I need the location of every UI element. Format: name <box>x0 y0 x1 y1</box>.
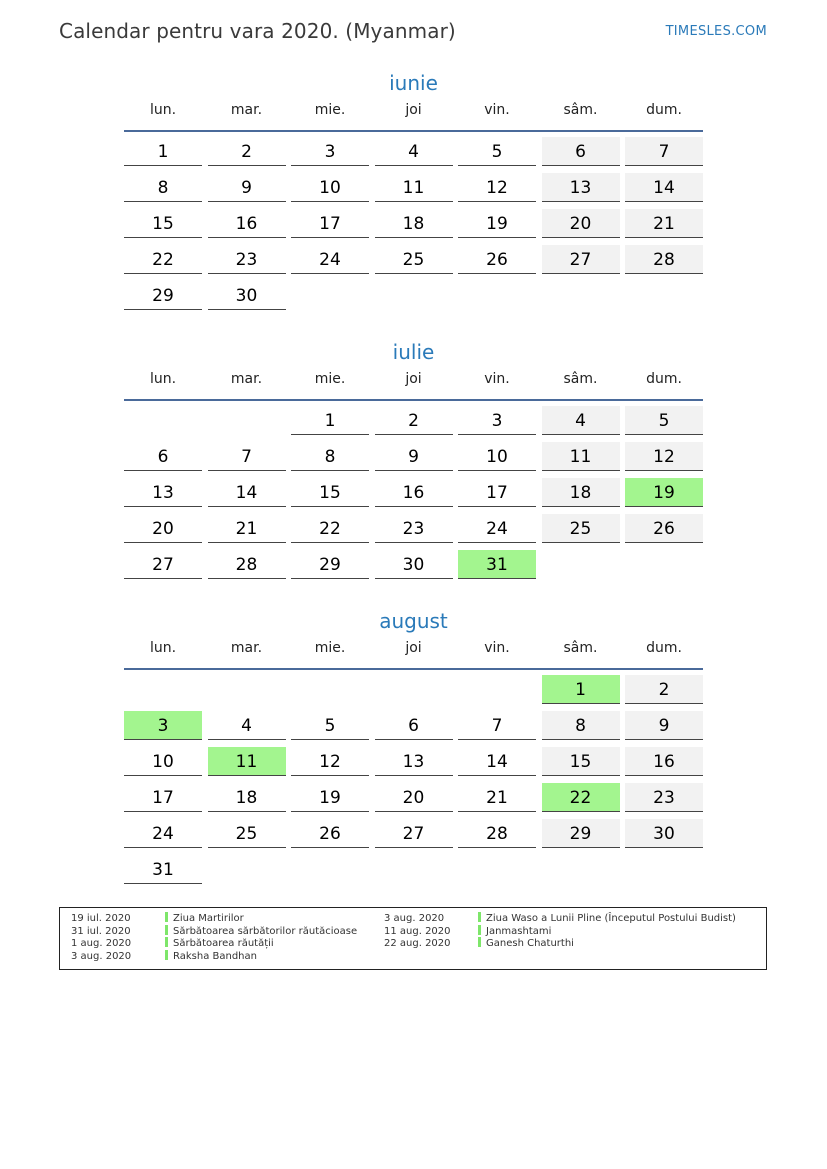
day-cell[interactable]: 23 <box>208 245 286 274</box>
weekday-label: mar. <box>230 371 263 387</box>
legend-date: 19 iul. 2020 <box>71 913 131 924</box>
day-cell[interactable]: 21 <box>625 209 703 238</box>
day-cell <box>291 855 369 884</box>
week-row <box>124 401 703 437</box>
weekday-header <box>124 640 703 668</box>
legend-date: 3 aug. 2020 <box>384 913 445 924</box>
weekday-header <box>124 102 703 130</box>
day-cell[interactable]: 25 <box>542 514 620 543</box>
day-cell <box>458 675 536 704</box>
day-cell[interactable]: 1 <box>291 406 369 435</box>
weekday-label: mar. <box>230 640 263 656</box>
day-cell[interactable]: 12 <box>625 442 703 471</box>
day-cell <box>124 406 202 435</box>
weekday-label: sâm. <box>563 640 598 656</box>
week-row <box>124 240 703 276</box>
day-cell[interactable]: 1 <box>542 675 620 704</box>
page-title: Calendar pentru vara 2020. (Myanmar) <box>59 19 456 43</box>
day-cell[interactable]: 28 <box>625 245 703 274</box>
day-cell[interactable]: 24 <box>124 819 202 848</box>
day-cell[interactable]: 19 <box>291 783 369 812</box>
day-cell[interactable]: 24 <box>458 514 536 543</box>
day-cell[interactable]: 10 <box>124 747 202 776</box>
day-cell[interactable]: 1 <box>124 137 202 166</box>
legend-item <box>373 913 736 926</box>
weekday-header <box>124 371 703 399</box>
day-cell[interactable]: 31 <box>458 550 536 579</box>
legend-date: 31 iul. 2020 <box>71 925 131 937</box>
day-cell[interactable]: 18 <box>208 783 286 812</box>
legend-item <box>60 913 357 926</box>
day-cell[interactable]: 29 <box>542 819 620 848</box>
day-cell[interactable]: 2 <box>208 137 286 166</box>
day-cell[interactable]: 3 <box>124 711 202 740</box>
day-cell[interactable]: 15 <box>542 747 620 776</box>
week-row <box>124 670 703 706</box>
day-cell[interactable]: 10 <box>458 442 536 471</box>
day-cell[interactable]: 24 <box>291 245 369 274</box>
week-row <box>124 276 703 312</box>
day-cell[interactable]: 12 <box>291 747 369 776</box>
day-cell[interactable]: 27 <box>542 245 620 274</box>
day-cell[interactable]: 5 <box>291 711 369 740</box>
day-cell[interactable]: 17 <box>458 478 536 507</box>
day-cell[interactable]: 8 <box>124 173 202 202</box>
day-cell[interactable]: 6 <box>542 137 620 166</box>
week-row <box>124 814 703 850</box>
weekday-label: joi <box>405 640 422 656</box>
day-cell[interactable]: 9 <box>208 173 286 202</box>
legend-holiday-name: Sărbătoarea sărbătorilor răutăcioase <box>173 925 358 937</box>
weekday-label: lun. <box>149 102 177 118</box>
day-cell[interactable]: 29 <box>291 550 369 579</box>
day-cell <box>458 855 536 884</box>
weekday-label: joi <box>405 371 422 387</box>
day-cell <box>625 550 703 579</box>
week-row <box>124 132 703 168</box>
day-cell <box>208 406 286 435</box>
day-cell[interactable]: 4 <box>208 711 286 740</box>
legend-date: 3 aug. 2020 <box>71 950 132 962</box>
day-cell <box>208 855 286 884</box>
legend-item <box>60 926 357 939</box>
day-cell[interactable]: 16 <box>208 209 286 238</box>
day-cell[interactable]: 5 <box>625 406 703 435</box>
holiday-legend <box>59 907 767 970</box>
legend-date: 22 aug. 2020 <box>384 938 451 950</box>
day-cell[interactable]: 4 <box>375 137 453 166</box>
day-cell[interactable]: 7 <box>625 137 703 166</box>
day-cell[interactable]: 15 <box>124 209 202 238</box>
day-cell[interactable]: 22 <box>291 514 369 543</box>
day-cell[interactable]: 29 <box>124 281 202 310</box>
day-cell[interactable]: 20 <box>375 783 453 812</box>
day-cell[interactable]: 28 <box>458 819 536 848</box>
day-cell[interactable]: 26 <box>625 514 703 543</box>
day-cell[interactable]: 15 <box>291 478 369 507</box>
holiday-marker-icon <box>165 937 168 947</box>
day-cell[interactable]: 14 <box>208 478 286 507</box>
day-cell[interactable]: 16 <box>625 747 703 776</box>
day-cell[interactable]: 2 <box>375 406 453 435</box>
legend-item <box>373 926 736 939</box>
day-cell[interactable]: 8 <box>291 442 369 471</box>
legend-column-right <box>373 913 736 951</box>
weekday-label: dum. <box>646 371 682 387</box>
legend-holiday-name: Ziua Waso a Lunii Pline (Începutul Postului Budist) <box>486 913 736 924</box>
week-row <box>124 509 703 545</box>
day-cell[interactable]: 14 <box>625 173 703 202</box>
weekday-label: vin. <box>484 640 510 656</box>
month-iulie <box>124 337 703 581</box>
day-cell[interactable]: 17 <box>291 209 369 238</box>
day-cell[interactable]: 23 <box>625 783 703 812</box>
day-cell[interactable]: 20 <box>542 209 620 238</box>
legend-holiday-name: Raksha Bandhan <box>173 950 257 962</box>
day-cell[interactable]: 7 <box>458 711 536 740</box>
day-cell[interactable]: 28 <box>208 550 286 579</box>
day-cell[interactable]: 12 <box>458 173 536 202</box>
day-cell[interactable]: 3 <box>291 137 369 166</box>
legend-column-left <box>60 913 357 963</box>
day-cell <box>625 281 703 310</box>
legend-holiday-name: Sărbătoarea răutății <box>173 938 274 950</box>
month-title: iunie <box>389 71 438 95</box>
week-row <box>124 204 703 240</box>
legend-date: 1 aug. 2020 <box>71 938 132 950</box>
day-cell[interactable]: 30 <box>375 550 453 579</box>
day-cell <box>375 855 453 884</box>
day-cell[interactable]: 9 <box>625 711 703 740</box>
day-cell[interactable]: 2 <box>625 675 703 704</box>
holiday-marker-icon <box>478 937 481 947</box>
day-cell[interactable]: 27 <box>124 550 202 579</box>
day-cell[interactable]: 6 <box>375 711 453 740</box>
legend-item <box>60 951 357 964</box>
weekday-label: dum. <box>646 102 682 118</box>
month-title: iulie <box>392 340 435 364</box>
week-row <box>124 473 703 509</box>
holiday-marker-icon <box>165 912 168 922</box>
day-cell[interactable]: 13 <box>124 478 202 507</box>
week-row <box>124 437 703 473</box>
holiday-marker-icon <box>165 925 168 935</box>
week-row <box>124 742 703 778</box>
day-cell[interactable]: 8 <box>542 711 620 740</box>
holiday-marker-icon <box>478 925 481 935</box>
weekday-label: mie. <box>314 102 346 118</box>
day-cell[interactable]: 26 <box>458 245 536 274</box>
legend-holiday-name: Ziua Martirilor <box>173 913 244 924</box>
day-cell <box>542 855 620 884</box>
weekday-label: dum. <box>646 640 682 656</box>
month-august <box>124 606 703 886</box>
day-cell[interactable]: 19 <box>625 478 703 507</box>
week-row <box>124 778 703 814</box>
day-cell[interactable]: 4 <box>542 406 620 435</box>
day-cell[interactable]: 11 <box>542 442 620 471</box>
day-cell[interactable]: 30 <box>625 819 703 848</box>
day-cell <box>208 675 286 704</box>
holiday-marker-icon <box>165 950 168 960</box>
legend-holiday-name: Janmashtami <box>486 925 552 937</box>
day-cell[interactable]: 26 <box>291 819 369 848</box>
site-link[interactable]: TIMESLES.COM <box>665 24 767 39</box>
month-title: august <box>379 609 448 633</box>
weekday-label: mar. <box>230 102 263 118</box>
legend-holiday-name: Ganesh Chaturthi <box>486 938 574 950</box>
day-cell[interactable]: 11 <box>375 173 453 202</box>
day-cell[interactable]: 19 <box>458 209 536 238</box>
day-cell[interactable]: 22 <box>124 245 202 274</box>
day-cell[interactable]: 31 <box>124 855 202 884</box>
holiday-marker-icon <box>478 912 481 922</box>
day-cell[interactable]: 25 <box>208 819 286 848</box>
day-cell <box>542 550 620 579</box>
day-cell <box>291 675 369 704</box>
weekday-label: sâm. <box>563 371 598 387</box>
day-cell[interactable]: 30 <box>208 281 286 310</box>
day-cell <box>124 675 202 704</box>
day-cell <box>542 281 620 310</box>
day-cell[interactable]: 21 <box>458 783 536 812</box>
day-cell <box>458 281 536 310</box>
weekday-label: lun. <box>149 371 177 387</box>
day-cell <box>375 675 453 704</box>
day-cell[interactable]: 27 <box>375 819 453 848</box>
month-iunie <box>124 68 703 312</box>
day-cell[interactable]: 7 <box>208 442 286 471</box>
legend-item <box>60 938 357 951</box>
weekday-label: mie. <box>314 371 346 387</box>
legend-date: 11 aug. 2020 <box>384 925 451 937</box>
day-cell[interactable]: 11 <box>208 747 286 776</box>
day-cell[interactable]: 9 <box>375 442 453 471</box>
week-row <box>124 850 703 886</box>
day-cell[interactable]: 5 <box>458 137 536 166</box>
legend-item <box>373 938 736 951</box>
day-cell[interactable]: 16 <box>375 478 453 507</box>
day-cell[interactable]: 18 <box>542 478 620 507</box>
day-cell[interactable]: 21 <box>208 514 286 543</box>
day-cell[interactable]: 25 <box>375 245 453 274</box>
day-cell <box>375 281 453 310</box>
day-cell <box>625 855 703 884</box>
weekday-label: mie. <box>314 640 346 656</box>
day-cell <box>291 281 369 310</box>
weekday-label: vin. <box>484 102 510 118</box>
day-cell[interactable]: 22 <box>542 783 620 812</box>
day-cell[interactable]: 10 <box>291 173 369 202</box>
day-cell[interactable]: 6 <box>124 442 202 471</box>
weekday-label: vin. <box>484 371 510 387</box>
day-cell[interactable]: 23 <box>375 514 453 543</box>
day-cell[interactable]: 20 <box>124 514 202 543</box>
day-cell[interactable]: 3 <box>458 406 536 435</box>
weekday-label: joi <box>405 102 422 118</box>
week-row <box>124 706 703 742</box>
day-cell[interactable]: 18 <box>375 209 453 238</box>
day-cell[interactable]: 17 <box>124 783 202 812</box>
day-cell[interactable]: 14 <box>458 747 536 776</box>
weekday-label: sâm. <box>563 102 598 118</box>
week-row <box>124 168 703 204</box>
week-row <box>124 545 703 581</box>
day-cell[interactable]: 13 <box>375 747 453 776</box>
weekday-label: lun. <box>149 640 177 656</box>
day-cell[interactable]: 13 <box>542 173 620 202</box>
